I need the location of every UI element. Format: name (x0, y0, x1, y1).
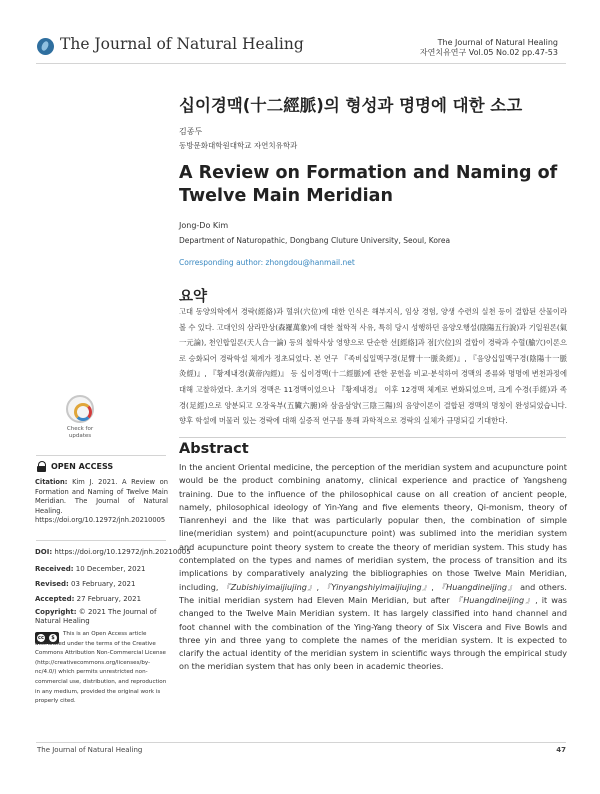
journal-issue-title: The Journal of Natural Healing (437, 38, 558, 47)
citation-label: Citation: (35, 478, 68, 486)
abstract-book-3: 『Huangdineijing』 (437, 581, 517, 592)
doi-link[interactable]: https://doi.org/10.12972/jnh.20210005 (52, 548, 191, 556)
english-title: A Review on Formation and Naming of Twelve Main Meridian (179, 163, 558, 206)
journal-name: The Journal of Natural Healing (60, 35, 304, 53)
revised-date (35, 580, 168, 588)
abstract-text-others: and others. The initial meridian system had Eleven Main Meridian, but after (179, 581, 568, 605)
abstract-book-4: 『Huangdineijing』 (453, 594, 536, 605)
revised-label: Revised: (35, 580, 69, 588)
open-lock-icon (37, 461, 46, 472)
korean-abstract-body: 고대 동양의학에서 경락(經絡)과 혈위(穴位)에 대한 인식은 해부지식, 임상 경험, 양생 수련의 실천 등이 결합된 산물이라 볼 수 있다. 고대인의 삼라만상(森羅萬象)에 대한 철학적 사유, 특히 당시 성행하던 음양오행설(陰陽五行說)과 기일원론(氣一元論), 천인합일론(天人合一論) 등의 철학사상 영향으로 단순한 선[經絡]과 점[穴位]의 결합이 경락과 수혈(腧穴)이론으로 승화되어 경락학설 체계가 정초되었다. 본 연구 『족비십일맥구경(足臂十一脈灸經)』, 『음양십일맥구경(陰陽十一脈灸經)』, 『황제내경(黃帝內經)』 등 십이경맥(十二經脈)에 관한 문헌을 비교·분석하여 경맥의 종류와 명명에 변천과정에 대해 고찰하였다. 초기의 경맥은 11경맥이었으나 『황제내경』 이후 12경맥 체계로 변화되었으며, 크게 수경(手經)과 족경(足經)으로 양분되고 오장육부(五臟六腑)와 삼음삼양(三陰三陽)의 음양이론이 결합된 경맥의 명칭이 완성되었습니다. 향후 학설에 머물러 있는 경락에 대해 실증적 연구를 통해 과학적으로 경락의 실체가 규명되길 기대한다. (179, 307, 567, 426)
check-updates-label: Check for updates (66, 426, 94, 439)
abstract-text-tail: , it was changed to the Twelve Main Meridian system. It has largely classified into hand channel and foot channel with the combination of the Ying-Yang theory of Six Viscera and Five Bowls and three yin and three yang to complete the names of the meridian system. It is expected to clarify the actual identity of the meridian system in scientific ways through the empirical study on the meridian system that has only been in academic theories. (179, 594, 568, 672)
journal-issue-info (420, 38, 558, 58)
received-label: Received: (35, 565, 74, 573)
abstract-text-including: including, (179, 581, 222, 592)
english-author: Jong-Do Kim (179, 221, 229, 230)
journal-issue-volume: 자연치유연구 Vol.05 No.02 pp.47-53 (419, 48, 558, 57)
sidebar-divider-mid (36, 540, 166, 541)
abstract-text-main: In the ancient Oriental medicine, the perception of the meridian system and acupuncture point would be the product combining anatomy, clinical experience and practice of Yangsheng training. Due to the influence of the philosophical cause on all creation of ancient people, namely, philosophical ideology of Yin-Yang and five elements theory, Qi-monism, theory of Tianrenheyi and the like that was particularly popular then, the combination of simple line(meridian system) and point(acupuncture point) was sublimed into the meridian system and acupuncture point theory system to create the theory of meridian system. This study has contemplated on the types and names of meridian system, the process of transition and its implications by comparatively analyzing the bibliographies on those Twelve Main Meridian, (179, 462, 567, 579)
korean-abstract-heading: 요약 (179, 289, 208, 305)
received-date (35, 565, 168, 573)
header-divider (36, 63, 566, 64)
doi-label: DOI: (35, 548, 53, 556)
corresponding-author-link[interactable]: Corresponding author: zhongdou@hanmail.net (179, 258, 355, 267)
accepted-label: Accepted: (35, 595, 75, 603)
korean-affiliation: 동방문화대학원대학교 자연치유학과 (179, 141, 298, 150)
open-access-label: OPEN ACCESS (51, 462, 114, 471)
korean-title: 십이경맥(十二經脈)의 형성과 명명에 대한 소고 (179, 96, 523, 115)
abstract-separator-1: , (316, 581, 323, 592)
revised-value: 03 February, 2021 (68, 580, 136, 588)
footer-divider (36, 742, 566, 743)
check-for-updates-badge[interactable] (64, 395, 96, 445)
sidebar-divider-top (36, 455, 166, 456)
accepted-value: 27 February, 2021 (74, 595, 142, 603)
abstract-body (179, 461, 567, 674)
copyright-value: © 2021 The Journal of Natural Healing (35, 608, 157, 625)
abstract-divider (179, 437, 566, 438)
doi-line (35, 548, 191, 556)
cc-license-icon[interactable]: cc $ (35, 632, 59, 644)
abstract-book-2: 『Yinyangshiyimaijiujing』 (322, 581, 432, 592)
page-number: 47 (556, 746, 566, 754)
check-updates-icon (66, 395, 94, 423)
footer-journal-name: The Journal of Natural Healing (37, 746, 143, 754)
copyright-label: Copyright: (35, 608, 77, 616)
accepted-date (35, 595, 168, 603)
english-affiliation: Department of Naturopathic, Dongbang Cluture University, Seoul, Korea (179, 236, 451, 245)
received-value: 10 December, 2021 (73, 565, 146, 573)
page-header (0, 0, 600, 64)
citation-text: Kim J. 2021. A Review on Formation and Naming of Twelve Main Meridian. The Journal of Natural Healing. https://doi.org/10.12972/jnh.20210005 (35, 478, 168, 525)
abstract-separator-2: , (431, 581, 438, 592)
abstract-heading: Abstract (179, 441, 249, 457)
abstract-book-1: 『Zubishiyimaijiujing』 (221, 581, 317, 592)
korean-author: 김종두 (179, 127, 203, 136)
copyright (35, 608, 168, 626)
abstract-paragraph (179, 461, 567, 674)
citation (35, 478, 168, 526)
journal-logo-icon (37, 38, 54, 55)
license-text: This is an Open Access article distributed under the terms of the Creative Commons Attribution Non-Commercial License (http://creativecommons.org/licenses/by-nc/4.0/) which permits unrestricted non-commercial use, distribution, and reproduction in any medium, provided the original work is properly cited. (35, 631, 167, 705)
